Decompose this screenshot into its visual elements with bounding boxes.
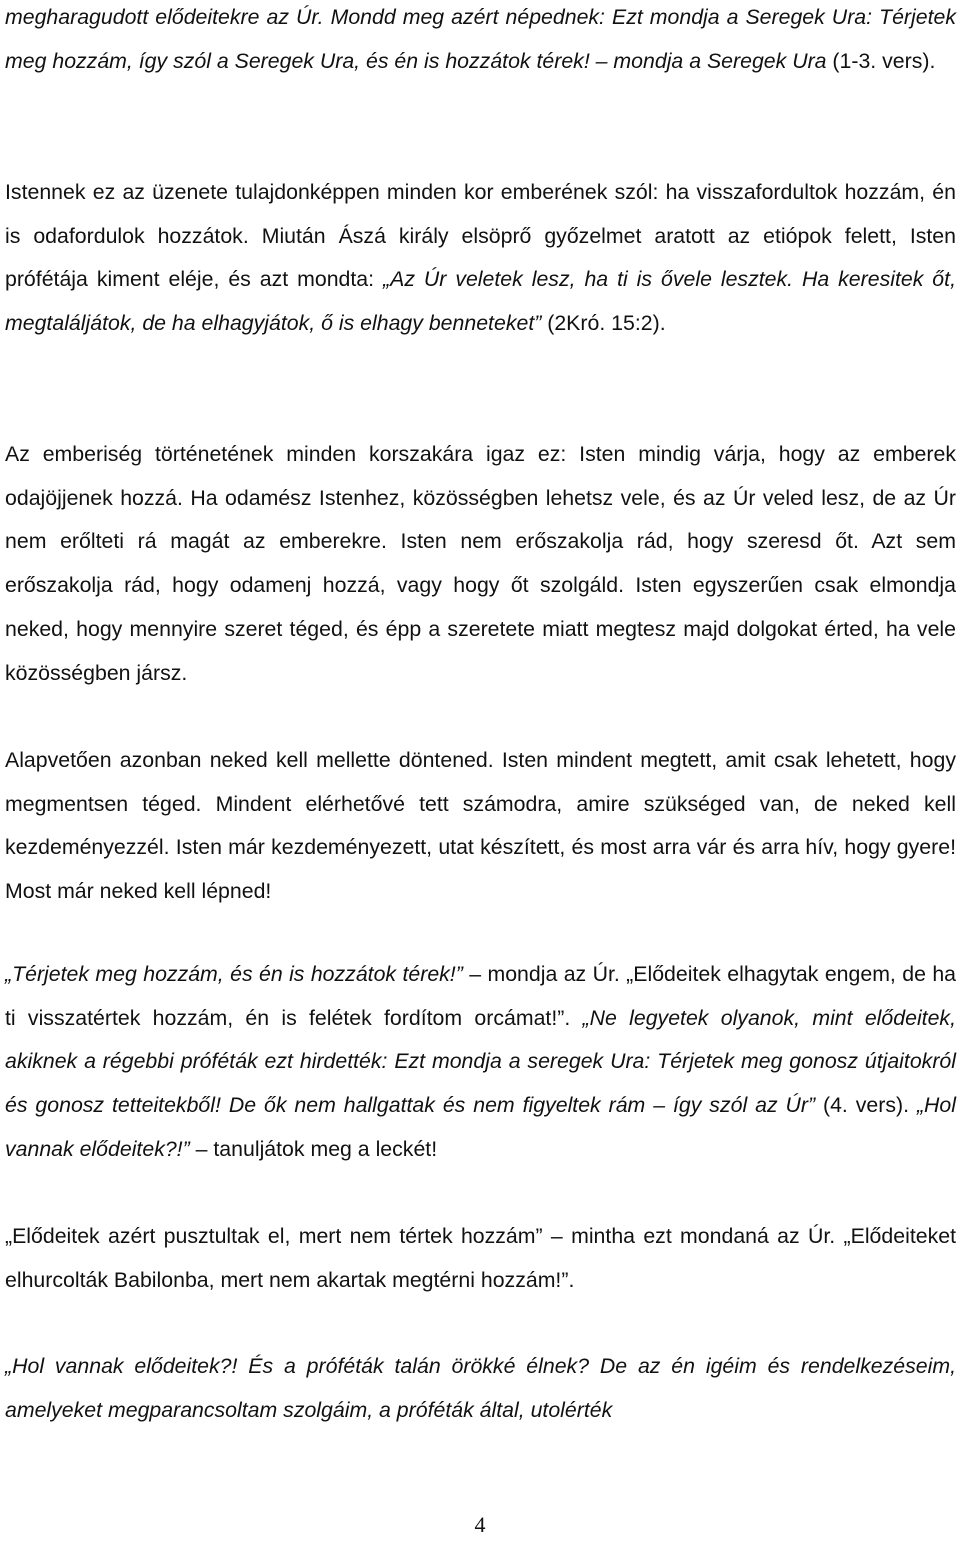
paragraph-text: „Az Úr veletek lesz, ha ti is ővele lesztek. Ha keresitek őt, megtaláljátok, de ha elhagyjátok, ő is elhagy benneteket”: [5, 267, 956, 336]
paragraph-text: „Hol vannak elődeitek?! És a próféták talán örökké élnek? De az én igéim és rendelkezéseim, amelyeket megparancsoltam szolgáim, a próféták által, utolérték: [5, 1354, 956, 1422]
paragraph-6: [5, 1215, 956, 1302]
paragraph-text: Istennek ez az üzenete tulajdonképpen minden kor emberének szól: ha visszafordultok hozzám, én is odafordulok hozzátok. Miután Ászá király elsöprő győzelmet aratott az etiópok felett, Isten prófétája kiment eléje, és azt mondta:: [5, 180, 956, 292]
paragraph-text: „Térjetek meg hozzám, és én is hozzátok térek!”: [5, 962, 463, 986]
paragraph-text: – tanuljátok meg a leckét!: [189, 1136, 438, 1161]
paragraph-4: [5, 739, 956, 914]
paragraph-3: [5, 433, 956, 695]
paragraph-text: (2Kró. 15:2).: [541, 311, 666, 336]
paragraph-text: Alapvetően azonban neked kell mellette döntened. Isten mindent megtett, amit csak lehetett, hogy megmentsen téged. Mindent elérhetővé tett számodra, amire szükséged van, de neked kell kezdeményezzél. Isten már kezdeményezett, utat készített, és most arra vár és arra hív, hogy gyere! Most már neked kell lépned!: [5, 748, 956, 904]
paragraph-7: [5, 1345, 956, 1432]
paragraph-text: „Hol vannak elődeitek?!”: [5, 1093, 956, 1161]
paragraph-text: (1-3. vers).: [826, 48, 936, 73]
page-number: 4: [474, 1512, 486, 1537]
paragraph-text: „Elődeitek azért pusztultak el, mert nem tértek hozzám” – mintha ezt mondaná az Úr. „Elődeiteket elhurcolták Babilonba, mert nem akartak megtérni hozzám!”.: [5, 1224, 956, 1292]
paragraph-text: „Ne legyetek olyanok, mint elődeitek, akiknek a régebbi próféták ezt hirdették: Ezt mondja a seregek Ura: Térjetek meg gonosz útjaitokról és gonosz tetteitekből! De ők nem hallgattak és nem figyeltek rám – így szól az Úr”: [5, 1005, 956, 1118]
paragraph-2: [5, 171, 956, 346]
paragraph-text: (4. vers).: [815, 1093, 917, 1118]
paragraph-text: – mondja az Úr. „Elődeitek elhagytak engem, de ha ti visszatértek hozzám, én is felétek fordítom orcámat!”.: [5, 962, 957, 1030]
paragraph-5: [5, 953, 956, 1172]
paragraph-1: [5, 0, 956, 83]
paragraph-text: megharagudott elődeitekre az Úr. Mondd meg azért népednek: Ezt mondja a Seregek Ura: Térjetek meg hozzám, így szól a Seregek Ura, és én is hozzátok térek! – mondja a Seregek Ura: [5, 5, 956, 73]
paragraph-text: Az emberiség történetének minden korszakára igaz ez: Isten mindig várja, hogy az emberek odajöjjenek hozzá. Ha odamész Istenhez, közösségben lehetsz vele, és az Úr veled lesz, de az Úr nem erőlteti rá magát az emberekre. Isten nem erőszakolja rád, hogy szeresd őt. Azt sem erőszakolja rád, hogy odamenj hozzá, vagy hogy őt szolgáld. Isten egyszerűen csak elmondja neked, hogy mennyire szeret téged, és épp a szeretete miatt megtesz majd dolgokat érted, ha vele közösségben jársz.: [5, 442, 956, 685]
